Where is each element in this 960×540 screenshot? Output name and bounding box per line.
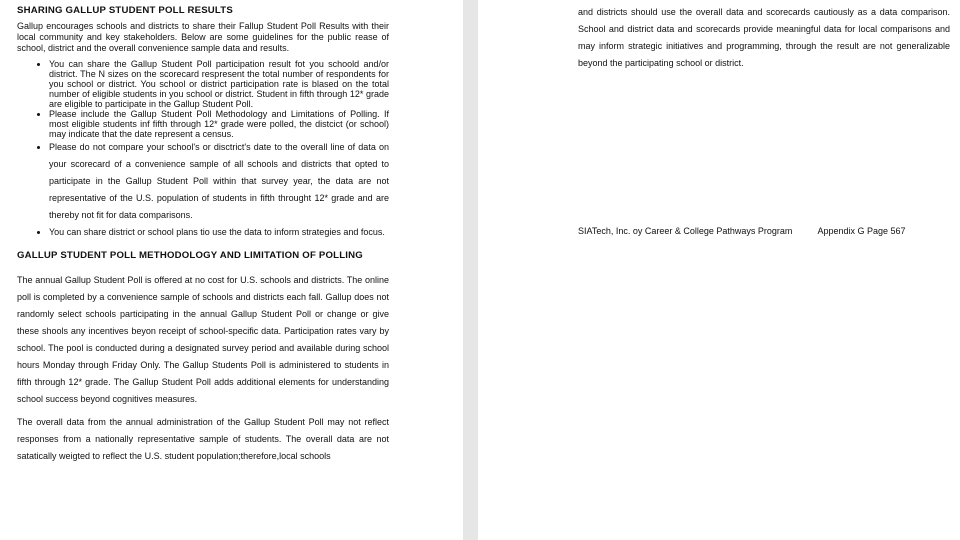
list-item: • Please do not compare your school's or disctrict's date to the overall line of data on your scorecard of a convenience sample of all schools and districts that opted to participate in the Gallup Student Poll within that survey year, the data are not representative of the U.S. population of students in fifth throught 12* grade and are thereby not fit for data comparisons. [49,139,389,224]
page-content [17,4,389,465]
section-heading-methodology: GALLUP STUDENT POLL METHODOLOGY AND LIMITATION OF POLLING [17,250,363,262]
document-page-right [478,0,960,540]
list-item: • You can share the Gallup Student Poll participation result fot you schoold and/or district. The N sizes on the scorecard respresent the total number of respondents for you school or district. You school or district participation rate is blased on the total number of eligible students in you school or district. Student in fifth through 12* grade are eligible to participate in the Gallup Student Poll. [49,59,389,109]
methodology-paragraph: The annual Gallup Student Poll is offered at no cost for U.S. schools and districts. The online poll is completed by a convenience sample of schools and districts each fall. Gallup does not randomly select schools participating in the annual Gallup Student Poll or change or give these shools any incentives beyon receipt of school-specific data. Participation rates vary by school. The pool is conducted during a designated survey period and available during school hours Monday through Friday Only. The Gallup Students Poll is administered to students in fifth through 12* grade. The Gallup Student Poll adds additional elements for understanding school success beyond cognitives measures. [17,275,389,405]
footer-page-number: Appendix G Page 567 [817,226,906,236]
page-content [578,4,950,72]
intro-paragraph: Gallup encourages schools and districts to share their Fallup Student Poll Results with their local community and key stakeholders. Below are some guidelines for the public rease of school, district and the overall convenience sample data and results. [17,21,389,53]
document-page-left [0,0,463,540]
continued-paragraph: and districts should use the overall data and scorecards cautiously as a data comparison. School and district data and scorecards provide meaningful data for local comparisons and may inform strategic initiatives and programming, through the result are not generalizable beyond the participating school or district. [578,7,950,68]
section-heading-sharing: SHARING GALLUP STUDENT POLL RESULTS [17,5,233,16]
guidelines-list [17,59,389,241]
footer-organization: SIATech, Inc. oy Career & College Pathways Program [578,226,793,236]
overall-data-paragraph: The overall data from the annual administration of the Gallup Student Poll may not reflect responses from a nationally representative sample of students. The overall data are not satatically weigted to reflect the U.S. student population;therefore,local schools [17,417,389,462]
list-item: • Please include the Gallup Student Poll Methodology and Limitations of Polling. If most eligible students inf fifth through 12* grade were polled, the distcict (or school) may indicate that the date represent a census. [49,109,389,139]
list-item: • You can share district or school plans tio use the data to inform strategies and focus. [49,224,389,241]
page-footer [578,226,906,236]
